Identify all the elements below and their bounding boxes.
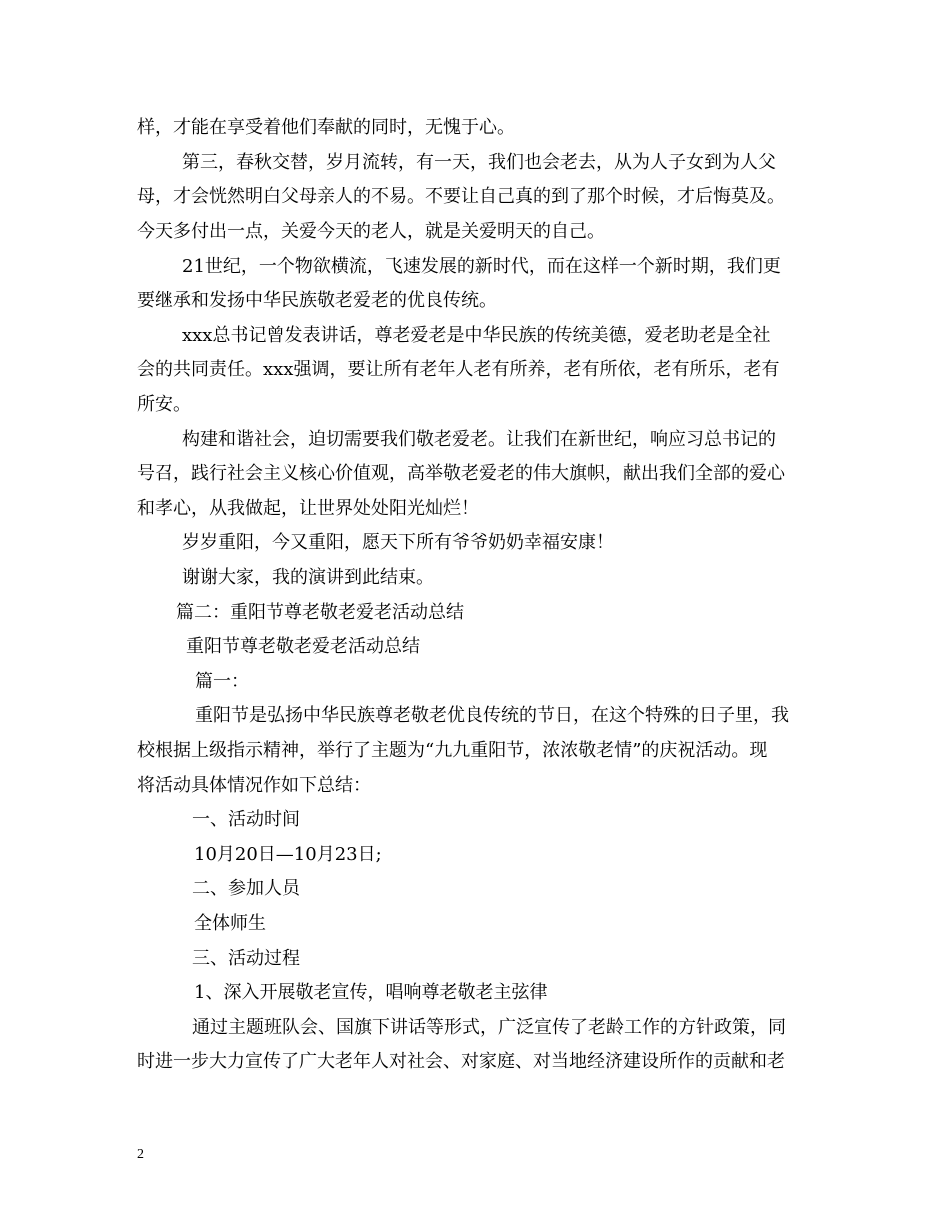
text-line: 全体师生	[194, 913, 266, 934]
text-line: 构建和谐社会，迫切需要我们敬老爱老。让我们在新世纪，响应习总书记的	[182, 429, 776, 450]
text-line: 21世纪，一个物欲横流，飞速发展的新时代，而在这样一个新时期，我们更	[182, 256, 781, 277]
text-line: 重阳节是弘扬中华民族尊老敬老优良传统的节日，在这个特殊的日子里，我	[195, 705, 789, 726]
text-line: 号召，践行社会主义核心价值观，高举敬老爱老的伟大旗帜，献出我们全部的爱心	[137, 463, 785, 484]
text-line: 时进一步大力宣传了广大老年人对社会、对家庭、对当地经济建设所作的贡献和老	[137, 1051, 785, 1072]
text-line: 谢谢大家，我的演讲到此结束。	[182, 567, 434, 588]
list-heading: 一、活动时间	[192, 809, 300, 830]
text-line: 样，才能在享受着他们奉献的同时，无愧于心。	[137, 117, 515, 138]
text-line: 校根据上级指示精神，举行了主题为“九九重阳节，浓浓敬老情”的庆祝活动。现	[137, 740, 768, 761]
text-line: 和孝心，从我做起，让世界处处阳光灿烂！	[137, 498, 479, 519]
text-line: 母，才会恍然明白父母亲人的不易。不要让自己真的到了那个时候，才后悔莫及。	[137, 186, 785, 207]
text-line: xxx总书记曾发表讲话，尊老爱老是中华民族的传统美德，爱老助老是全社	[182, 325, 771, 346]
page-number: 2	[137, 1147, 144, 1162]
list-heading: 三、活动过程	[192, 948, 300, 969]
text-line: 今天多付出一点，关爱今天的老人，就是关爱明天的自己。	[137, 221, 605, 242]
text-line: 要继承和发扬中华民族敬老爱老的优良传统。	[137, 290, 497, 311]
text-line: 将活动具体情况作如下总结：	[137, 775, 371, 796]
text-line: 岁岁重阳，今又重阳，愿天下所有爷爷奶奶幸福安康！	[182, 532, 614, 553]
article-title: 重阳节尊老敬老爱老活动总结	[186, 636, 420, 657]
text-line: 会的共同责任。xxx强调，要让所有老年人老有所养，老有所依，老有所乐，老有	[137, 359, 780, 380]
text-line: 第三，春秋交替，岁月流转，有一天，我们也会老去，从为人子女到为人父	[182, 152, 776, 173]
section-heading: 篇二：重阳节尊老敬老爱老活动总结	[176, 602, 464, 623]
text-line: 所安。	[137, 394, 191, 415]
list-item: 1、深入开展敬老宣传，唱响尊老敬老主弦律	[194, 982, 548, 1003]
text-line: 通过主题班队会、国旗下讲话等形式，广泛宣传了老龄工作的方针政策，同	[192, 1017, 786, 1038]
text-line: 10月20日—10月23日;	[194, 844, 382, 865]
subsection-label: 篇一：	[195, 671, 249, 692]
list-heading: 二、参加人员	[192, 878, 300, 899]
